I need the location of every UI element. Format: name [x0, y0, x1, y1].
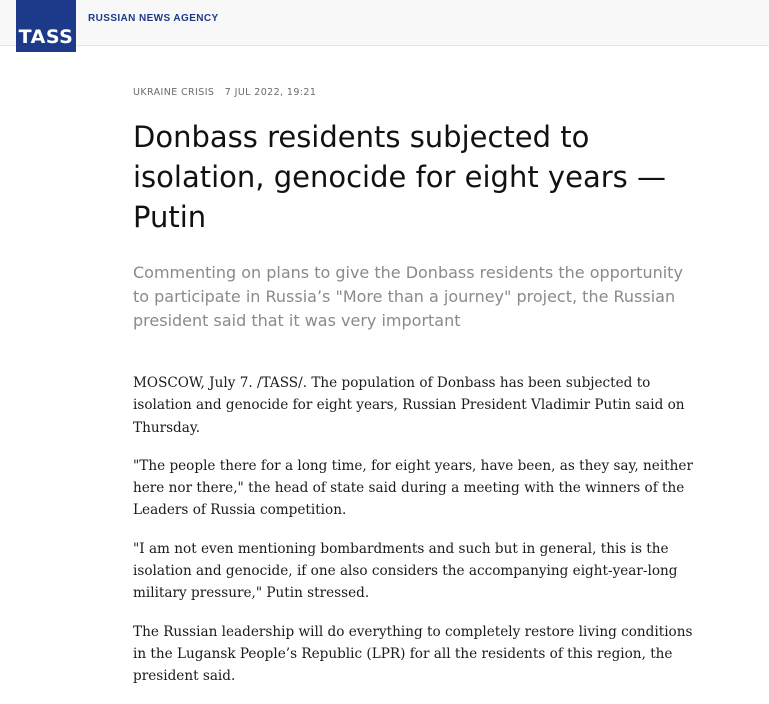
tass-logo[interactable]: TASS — [16, 0, 76, 52]
article-paragraph: "I am not even mentioning bombardments and such but in general, this is the isolation and genocide, if one also considers the accompanying eight-year-long military pressure," Putin stressed. — [133, 540, 678, 602]
site-header — [0, 0, 769, 46]
article-title: Donbass residents subjected to isolation, genocide for eight years — Putin — [133, 120, 666, 234]
publish-date: 7 JUL 2022, 19:21 — [224, 87, 317, 98]
article-paragraph: The Russian leadership will do everything to completely restore living conditions in the Lugansk People’s Republic (LPR) for all the residents of this region, the president said. — [133, 623, 693, 685]
agency-name-link[interactable]: RUSSIAN NEWS AGENCY — [88, 13, 219, 24]
article-paragraph: MOSCOW, July 7. /TASS/. The population of Donbass has been subjected to isolation and genocide for eight years, Russian President Vladimir Putin said on Thursday. — [133, 375, 685, 436]
article-paragraph: "The people there for a long time, for eight years, have been, as they say, neither here nor there," the head of state said during a meeting with the winners of the Leaders of Russia competition. — [133, 457, 693, 519]
category-link[interactable]: UKRAINE CRISIS — [133, 87, 215, 98]
article-meta — [133, 87, 316, 98]
article-body — [133, 372, 693, 704]
article-lead: Commenting on plans to give the Donbass residents the opportunity to participate in Russia’s "More than a journey" project, the Russian president said that it was very important — [133, 263, 683, 330]
